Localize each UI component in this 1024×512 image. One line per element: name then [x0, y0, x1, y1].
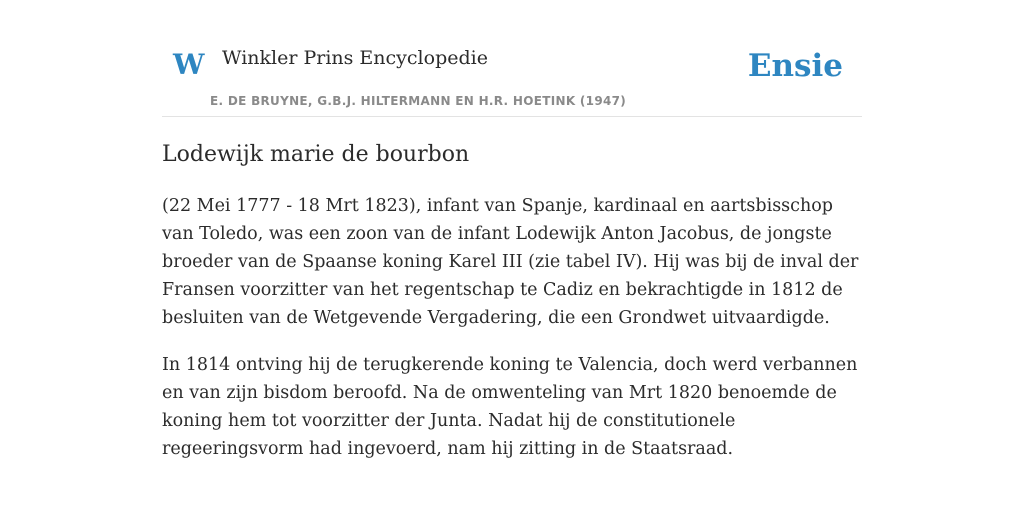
ensie-brand-logo[interactable]: Ensie: [747, 48, 843, 84]
entry-paragraph: In 1814 ontving hij de terugkerende koning te Valencia, doch werd verbannen en van zijn bisdom beroofd. Na de omwenteling van Mrt 1820 benoemde de koning hem tot voorzitter der Junta. Nadat hij de constitutionele regeeringsvorm had ingevoerd, nam hij zitting in de Staatsraad.: [162, 355, 858, 459]
entry-paragraph: (22 Mei 1777 - 18 Mrt 1823), infant van Spanje, kardinaal en aartsbisschop van Toledo, was een zoon van de infant Lodewijk Anton Jacobus, de jongste broeder van de Spaanse koning Karel III (zie tabel IV). Hij was bij de inval der Fransen voorzitter van het regentschap te Cadiz en bekrachtigde in 1812 de besluiten van de Wetgevende Vergadering, die een Grondwet uitvaardigde.: [162, 196, 859, 328]
source-header: [162, 0, 862, 117]
source-authors: E. DE BRUYNE, G.B.J. HILTERMANN EN H.R. HOETINK (1947): [210, 94, 627, 108]
entry-body: [162, 192, 862, 482]
entry-title: Lodewijk marie de bourbon: [162, 142, 470, 167]
source-title-link[interactable]: Winkler Prins Encyclopedie: [222, 47, 488, 69]
winkler-prins-logo[interactable]: W: [173, 48, 205, 81]
article-page: [162, 0, 862, 512]
